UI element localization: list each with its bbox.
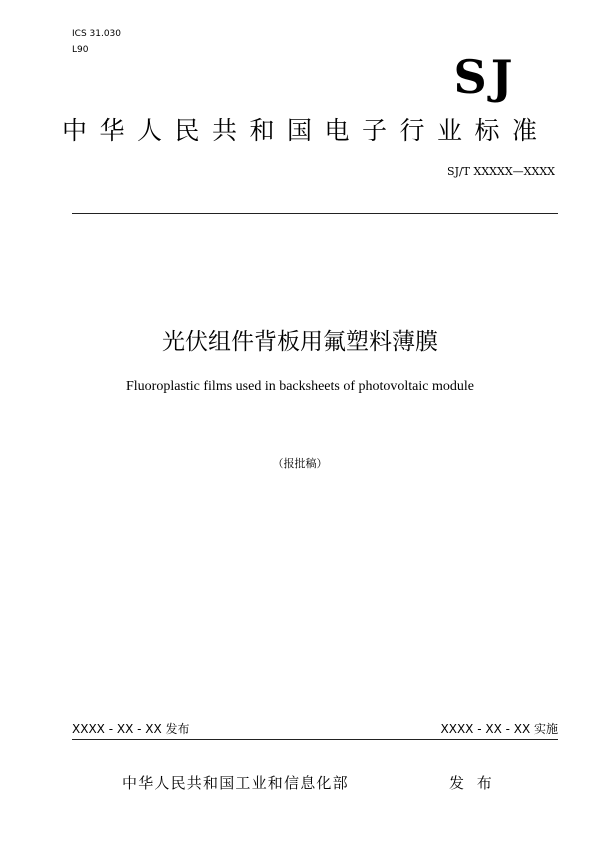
draft-status: （报批稿） [272,457,328,470]
publish-label: 发 布 [449,774,496,792]
bottom-divider [72,739,558,740]
ics-code: ICS 31.030 [72,29,122,39]
document-title-chinese: 光伏组件背板用氟塑料薄膜 [162,329,438,355]
industry-standard-title: 中华人民共和国电子行业标准 [62,116,550,145]
sj-logo: SJ [453,50,517,104]
classification-code: L90 [72,45,89,55]
issue-date: XXXX - XX - XX 发布 [72,722,190,736]
implementation-date: XXXX - XX - XX 实施 [440,722,558,736]
issuing-ministry: 中华人民共和国工业和信息化部 [122,774,349,792]
standard-number: SJ/T XXXXX—XXXX [447,165,555,178]
top-divider [72,213,558,214]
document-title-english: Fluoroplastic films used in backsheets of photovoltaic module [126,379,474,394]
